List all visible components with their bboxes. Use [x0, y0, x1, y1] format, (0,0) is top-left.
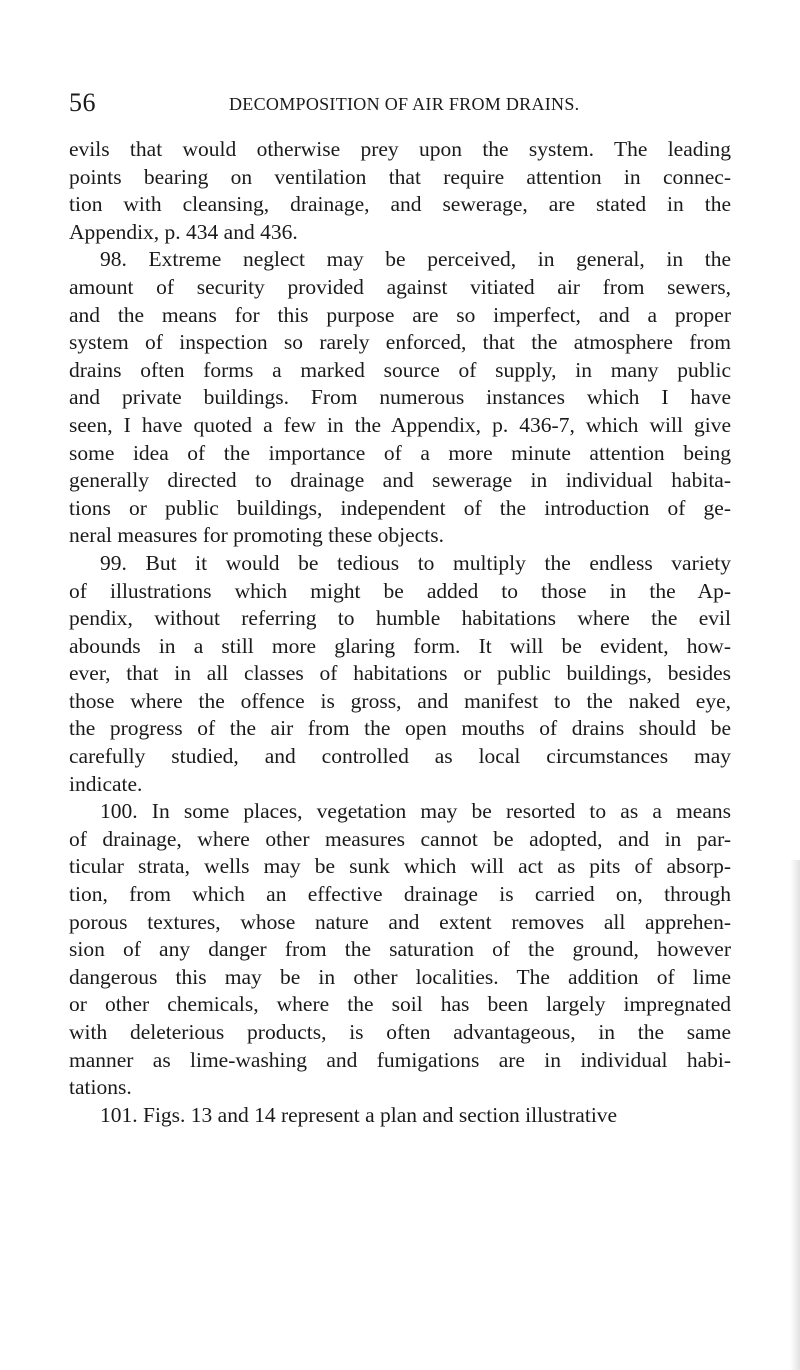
- text-line: some idea of the importance of a more minute attention being: [69, 440, 731, 465]
- text-line: of drainage, where other measures cannot be adopted, and in par-: [69, 826, 731, 851]
- body-text: [69, 136, 731, 1129]
- paragraph-99-start: 99. But it would be tedious to multiply the endless variety: [100, 550, 731, 575]
- text-line: pendix, without referring to humble habitations where the evil: [69, 606, 731, 631]
- page-header: [69, 88, 729, 118]
- text-line: carefully studied, and controlled as local circumstances may: [69, 744, 731, 769]
- text-line: porous textures, whose nature and extent removes all apprehen-: [69, 909, 731, 934]
- text-line: Appendix, p. 434 and 436.: [69, 219, 298, 244]
- text-line: tions or public buildings, independent of the introduction of ge-: [69, 495, 731, 520]
- text-line: those where the offence is gross, and manifest to the naked eye,: [69, 688, 731, 713]
- paragraph-101-start: 101. Figs. 13 and 14 represent a plan and section illustrative: [100, 1102, 618, 1127]
- running-title: DECOMPOSITION OF AIR FROM DRAINS.: [229, 94, 580, 114]
- text-line: and the means for this purpose are so imperfect, and a proper: [69, 302, 731, 327]
- text-line: seen, I have quoted a few in the Appendix, p. 436-7, which will give: [69, 412, 731, 437]
- text-line: system of inspection so rarely enforced, that the atmosphere from: [69, 330, 731, 355]
- paragraph-100-start: 100. In some places, vegetation may be resorted to as a means: [100, 799, 731, 824]
- text-line: ever, that in all classes of habitations or public buildings, besides: [69, 661, 731, 686]
- text-line: tations.: [69, 1075, 132, 1100]
- text-line: manner as lime-washing and fumigations are in individual habi-: [69, 1047, 731, 1072]
- text-line: neral measures for promoting these objects.: [69, 523, 444, 548]
- page-edge-shadow: [790, 860, 800, 1370]
- text-line: tion, from which an effective drainage is carried on, through: [69, 882, 731, 907]
- text-line: drains often forms a marked source of supply, in many public: [69, 357, 731, 382]
- text-line: dangerous this may be in other localities. The addition of lime: [69, 964, 731, 989]
- text-line: of illustrations which might be added to those in the Ap-: [69, 578, 731, 603]
- paragraph-98-start: 98. Extreme neglect may be perceived, in general, in the: [100, 247, 731, 272]
- text-line: abounds in a still more glaring form. It will be evident, how-: [69, 633, 731, 658]
- text-line: generally directed to drainage and sewerage in individual habita-: [69, 468, 731, 493]
- text-line: the progress of the air from the open mouths of drains should be: [69, 716, 731, 741]
- text-line: evils that would otherwise prey upon the system. The leading: [69, 137, 731, 161]
- text-line: amount of security provided against vitiated air from sewers,: [69, 274, 731, 299]
- text-line: and private buildings. From numerous instances which I have: [69, 385, 731, 410]
- page-number: 56: [69, 88, 96, 117]
- text-line: with deleterious products, is often advantageous, in the same: [69, 1020, 731, 1044]
- text-line: tion with cleansing, drainage, and sewerage, are stated in the: [69, 192, 731, 217]
- text-line: or other chemicals, where the soil has been largely impregnated: [69, 992, 731, 1017]
- text-line: points bearing on ventilation that require attention in connec-: [69, 164, 731, 189]
- text-line: indicate.: [69, 771, 143, 796]
- text-line: ticular strata, wells may be sunk which will act as pits of absorp-: [69, 854, 731, 879]
- text-line: sion of any danger from the saturation of the ground, however: [69, 937, 731, 962]
